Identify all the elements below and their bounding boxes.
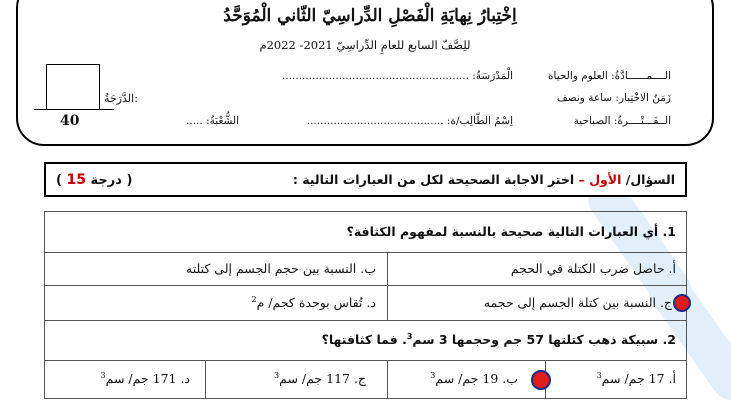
q1-option-c[interactable]: ج. النسبة بين كتلة الجسم إلى حجمه [483, 295, 672, 310]
score-value: 15 [66, 172, 86, 188]
q1-option-d[interactable]: د. تُقاس بوحدة كجم/ م$^2$ [251, 295, 376, 311]
question-2-options-row [44, 361, 687, 399]
q1-option-a[interactable]: أ. حاصل ضرب الكتلة في الحجم [510, 261, 676, 276]
cell-divider [387, 253, 388, 285]
question-1-options-row-1 [44, 253, 687, 286]
period-field: الــفَـــتْــــرةُ: الصباحية [573, 115, 671, 127]
question-1-row [44, 211, 687, 253]
question-2-text: 2. سبيكة ذهب كتلتها 57 جم وحجمها 3 سم$^3$. فما كثافتها؟ [321, 332, 676, 348]
exam-subtitle: للِصَّفّ السابع للعامِ الدِّراسِيّ 2021- 2022م [259, 38, 471, 52]
cell-divider [205, 361, 206, 398]
school-field[interactable]: الْمَدْرَسَةُ: ........................................................ [282, 70, 513, 82]
question-1-options-row-2 [44, 286, 687, 321]
grade-label: الدَّرَجَةُ: [104, 92, 138, 105]
cell-divider [387, 361, 388, 398]
student-name-field[interactable]: اِسْمُ الطّالِب/ة: ......................................... [306, 115, 513, 127]
grade-total: 40 [60, 113, 80, 129]
answer-marker-icon [673, 294, 691, 312]
exam-title: اِخْتِبارُ نِهايَةِ الْفَصْلِ الدِّراسِيّ الثّاني الْمُوَحَّدُ [223, 6, 517, 26]
score-open: ( [56, 173, 62, 188]
banner-prefix: السؤال/ [625, 172, 675, 187]
subject-field: الــــمــــــادَّةُ: العلوم والحياة [548, 70, 671, 82]
question-2-row [44, 321, 687, 361]
question-1-text: 1. أي العبارات التالية صحيحة بالنسبة لمفهوم الكثافة؟ [346, 224, 676, 239]
q1-option-b[interactable]: ب. النسبة بين حجم الجسم إلى كتلته [186, 261, 376, 276]
question-banner [44, 162, 687, 197]
banner-instruction [293, 172, 675, 187]
banner-score [56, 172, 132, 188]
score-unit: درجة ) [90, 173, 133, 188]
banner-question-no: الأول [589, 172, 622, 187]
q2-option-c[interactable]: ج. 117 جم/ سم$^3$ [274, 371, 366, 387]
q2-option-a[interactable]: أ. 17 جم/ سم$^3$ [596, 371, 676, 387]
section-field[interactable]: الشُّعْبَةُ: ..... [186, 115, 239, 127]
q2-option-b[interactable]: ب. 19 جم/ سم$^3$ [430, 371, 518, 387]
duration-field: زَمَنُ الاخْتِبار: ساعة ونصف [556, 92, 671, 104]
banner-instruction-text: اختر الاجابة الصحيحة لكل من العبارات التالية : [292, 172, 575, 187]
cell-divider [387, 286, 388, 320]
grade-divider [34, 109, 114, 110]
q2-option-d[interactable]: د. 171 جم/ سم$^3$ [100, 371, 190, 387]
banner-dash: – [578, 172, 585, 187]
grade-box[interactable] [46, 64, 100, 110]
answer-marker-icon [531, 370, 551, 390]
